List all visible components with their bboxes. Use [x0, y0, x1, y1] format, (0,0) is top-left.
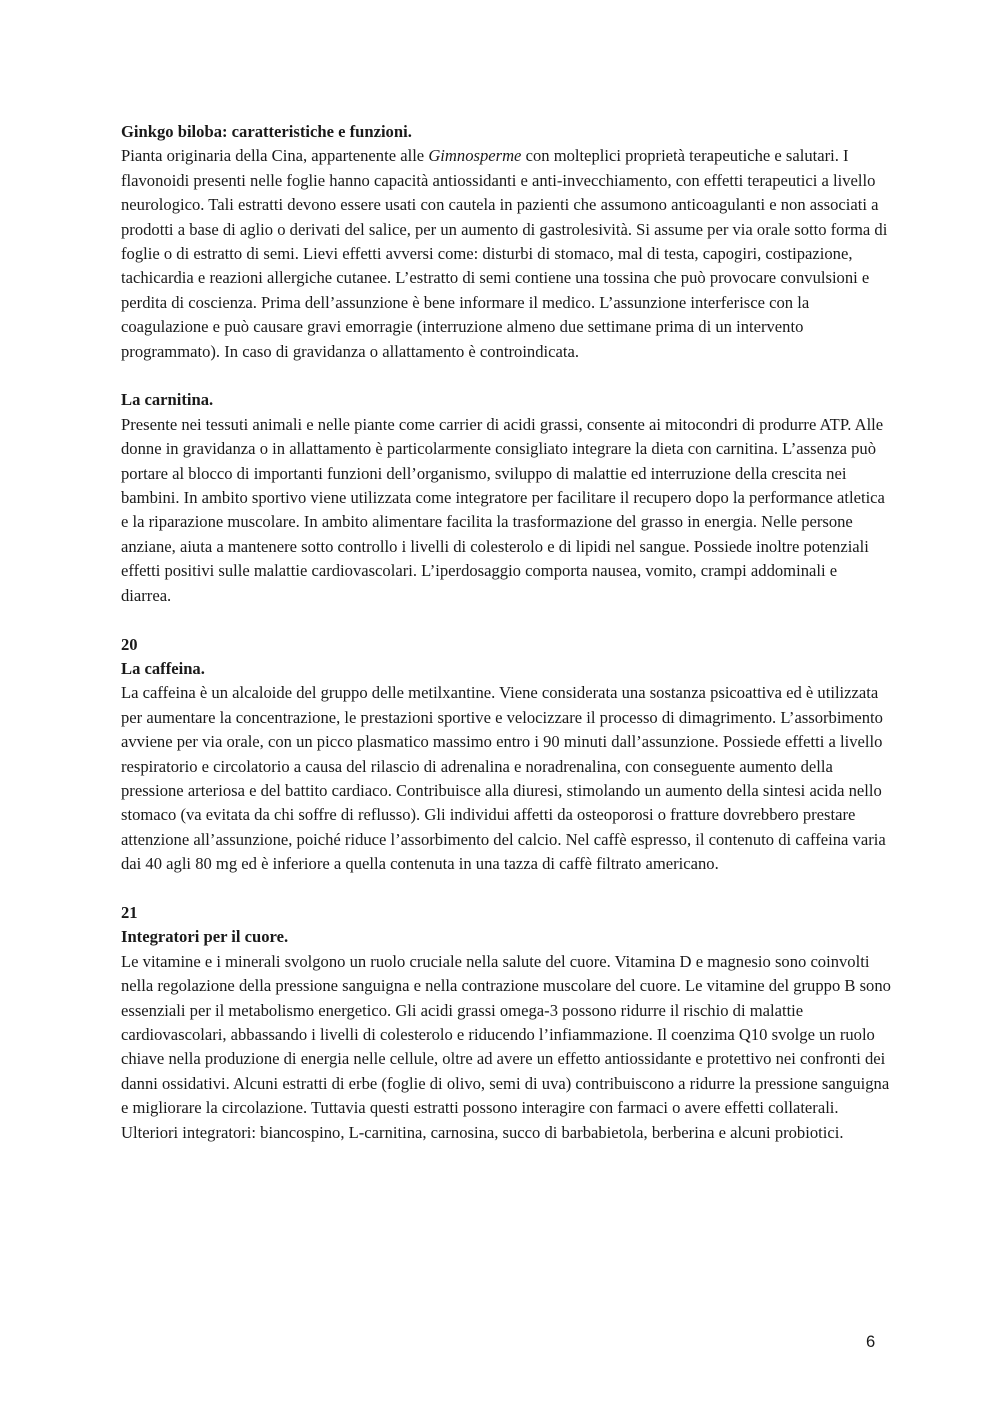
body-text-part: con molteplici proprietà terapeutiche e salutari. I flavonoidi presenti nelle foglie hanno capacità antiossidanti e anti-invecchiamento, con effetti terapeutici a livello neurologico. Tali estratti devono essere usati con cautela in pazienti che assumono anticoagulanti e non associati a prodotti a base di aglio o derivati del salice, per un aumento di gastrolesività. Si assume per via orale sotto forma di foglie o di estratto di semi. Lievi effetti avversi come: disturbi di stomaco, mal di testa, capogiri, costipazione, tachicardia e reazioni allergiche cutanee. L’estratto di semi contiene una tossina che può provocare convulsioni e perdita di coscienza. Prima dell’assunzione è bene informare il medico. L’assunzione interferisce con la coagulazione e può causare gravi emorragie (interruzione almeno due settimane prima di un intervento programmato). In caso di gravidanza o allattamento è controindicata. — [121, 146, 888, 361]
document-page — [121, 120, 891, 1169]
body-text-part: Pianta originaria della Cina, appartenente alle — [121, 146, 429, 166]
page-number: 6 — [866, 1332, 876, 1351]
section-caffeina — [121, 633, 891, 877]
section-heading: Integratori per il cuore. — [121, 927, 289, 947]
section-carnitina — [121, 388, 891, 608]
section-ginkgo-biloba — [121, 120, 891, 364]
section-number: 20 — [121, 634, 138, 654]
section-integratori-cuore — [121, 901, 891, 1145]
body-italic-term: Gimnosperme — [428, 146, 522, 166]
section-body — [121, 144, 891, 364]
section-heading: Ginkgo biloba: caratteristiche e funzioni. — [121, 122, 412, 141]
section-heading: La caffeina. — [121, 658, 205, 678]
section-heading: La carnitina. — [121, 390, 214, 410]
section-body: Presente nei tessuti animali e nelle piante come carrier di acidi grassi, consente ai mitocondri di produrre ATP. Alle donne in gravidanza o in allattamento è particolarmente consigliato integrare la dieta con carnitina. L’assenza può portare al blocco di importanti funzioni dell’organismo, sviluppo di malattie ed interruzione della crescita nei bambini. In ambito sportivo viene utilizzata come integratore per facilitare il recupero dopo la performance atletica e la riparazione muscolare. In ambito alimentare facilita la trasformazione del grasso in energia. Nelle persone anziane, aiuta a mantenere sotto controllo i livelli di colesterolo e di lipidi nel sangue. Possiede inoltre potenziali effetti positivi sulle malattie cardiovascolari. L’iperdosaggio comporta nausea, vomito, crampi addominali e diarrea. — [121, 414, 885, 605]
section-number: 21 — [121, 902, 138, 922]
section-body: Le vitamine e i minerali svolgono un ruolo cruciale nella salute del cuore. Vitamina D e magnesio sono coinvolti nella regolazione della pressione sanguigna e nella contrazione muscolare del cuore. Le vitamine del gruppo B sono essenziali per il metabolismo energetico. Gli acidi grassi omega-3 possono ridurre il rischio di malattie cardiovascolari, abbassando i livelli di colesterolo e riducendo l’infiammazione. Il coenzima Q10 svolge un ruolo chiave nella produzione di energia nelle cellule, oltre ad avere un effetto antiossidante e protettivo nei confronti dei danni ossidativi. Alcuni estratti di erbe (foglie di olivo, semi di uva) contribuiscono a ridurre la pressione sanguigna e migliorare la circolazione. Tuttavia questi estratti possono interagire con farmaci o avere effetti collaterali. Ulteriori integratori: biancospino, L-carnitina, carnosina, succo di barbabietola, berberina e alcuni probiotici. — [121, 951, 891, 1142]
section-body: La caffeina è un alcaloide del gruppo delle metilxantine. Viene considerata una sostanza psicoattiva ed è utilizzata per aumentare la concentrazione, le prestazioni sportive e velocizzare il processo di dimagrimento. L’assorbimento avviene per via orale, con un picco plasmatico massimo entro i 90 minuti dall’assunzione. Possiede effetti a livello respiratorio e circolatorio a causa del rilascio di adrenalina e noradrenalina, con conseguente aumento della pressione arteriosa e del battito cardiaco. Contribuisce alla diuresi, stimolando un aumento della sintesi acida nello stomaco (va evitata da chi soffre di reflusso). Gli individui affetti da osteoporosi o fratture dovrebbero prestare attenzione all’assunzione, poiché riduce l’assorbimento del calcio. Nel caffè espresso, il contenuto di caffeina varia dai 40 agli 80 mg ed è inferiore a quella contenuta in una tazza di caffè filtrato americano. — [121, 683, 886, 874]
